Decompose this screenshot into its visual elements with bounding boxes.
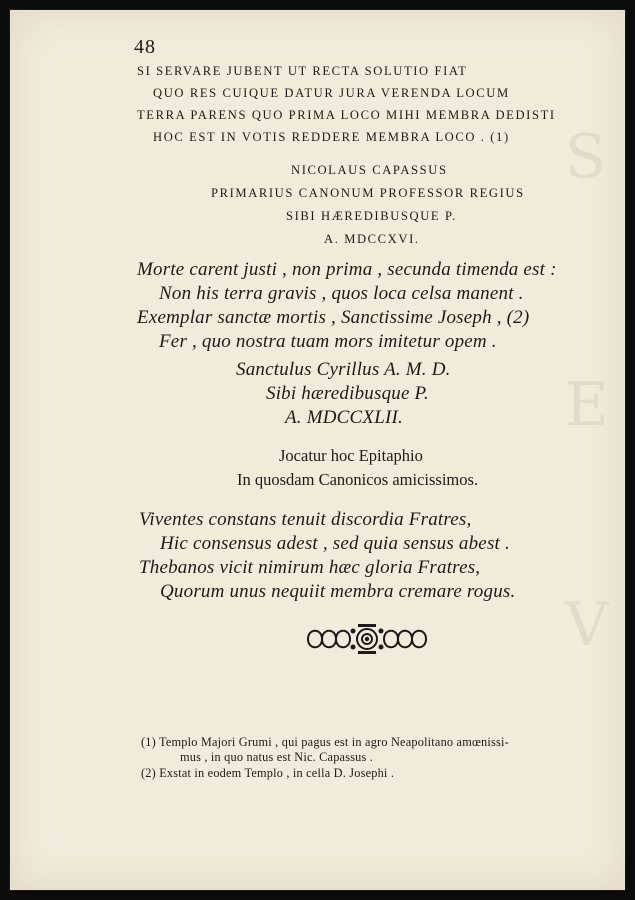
document-page xyxy=(9,9,626,891)
epitaph-line: TERRA PARENS QUO PRIMA LOCO MIHI MEMBRA DEDISTI xyxy=(137,108,556,122)
final-verse-line: Quorum unus nequiit membra cremare rogus. xyxy=(160,581,516,602)
printer-ornament xyxy=(304,622,430,656)
verse-line: Exemplar sanctæ mortis , Sanctissime Joseph , (2) xyxy=(137,307,530,328)
second-signature-line: Sanctulus Cyrillus A. M. D. xyxy=(236,359,451,380)
final-verse-line: Viventes constans tenuit discordia Fratres, xyxy=(139,509,472,530)
final-verse-line: Thebanos vicit nimirum hæc gloria Fratres, xyxy=(139,557,481,578)
page-content xyxy=(10,10,626,891)
page-number: 48 xyxy=(134,36,156,58)
epitaph-line: SI SERVARE JUBENT UT RECTA SOLUTIO FIAT xyxy=(137,64,468,78)
signature-line: NICOLAUS CAPASSUS xyxy=(291,163,448,177)
verse-line: Non his terra gravis , quos loca celsa manent . xyxy=(159,283,524,304)
verse-line: Morte carent justi , non prima , secunda timenda est : xyxy=(137,259,557,280)
footnote-line: mus , in quo natus est Nic. Capassus . xyxy=(180,750,374,764)
footnote-line: (2) Exstat in eodem Templo , in cella D. Josephi . xyxy=(141,766,395,780)
second-signature-line: Sibi hæredibusque P. xyxy=(266,383,429,404)
signature-line: PRIMARIUS CANONUM PROFESSOR REGIUS xyxy=(211,186,525,200)
footnote-line: (1) Templo Majori Grumi , qui pagus est in agro Neapolitano amœnissi- xyxy=(141,735,509,749)
second-signature-line: A. MDCCXLII. xyxy=(285,407,403,428)
signature-line: SIBI HÆREDIBUSQUE P. xyxy=(286,209,457,223)
jocatur-line: Jocatur hoc Epitaphio xyxy=(279,446,423,465)
jocatur-line: In quosdam Canonicos amicissimos. xyxy=(237,470,479,489)
show-through-letter: E xyxy=(565,370,609,440)
show-through-letter: S xyxy=(565,122,607,192)
signature-line: A. MDCCXVI. xyxy=(324,232,420,246)
verse-line: Fer , quo nostra tuam mors imitetur opem . xyxy=(159,331,497,352)
epitaph-line: QUO RES CUIQUE DATUR JURA VERENDA LOCUM xyxy=(153,86,510,100)
final-verse-line: Hic consensus adest , sed quia sensus abest . xyxy=(160,533,510,554)
show-through-letter: V xyxy=(565,590,609,660)
epitaph-line: HOC EST IN VOTIS REDDERE MEMBRA LOCO . (1) xyxy=(153,130,510,144)
